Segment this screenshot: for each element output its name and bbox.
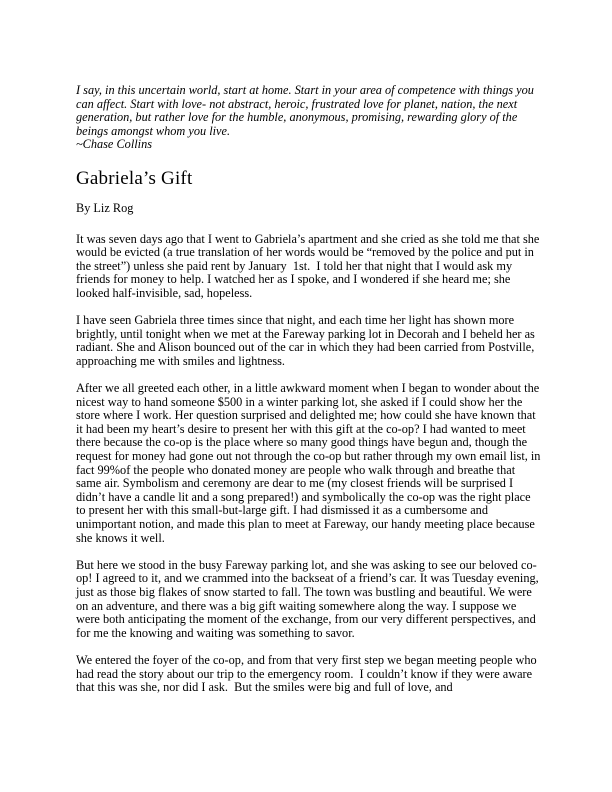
- page-content: [76, 84, 542, 695]
- paragraph-4: But here we stood in the busy Fareway parking lot, and she was asking to see our beloved co-op! I agreed to it, and we crammed into the backseat of a friend’s car. It was Tuesday evening, just as those big flakes of snow started to fall. The town was bustling and beautiful. We were on an adventure, and there was a big gift waiting somewhere along the way. I suppose we were both anticipating the moment of the exchange, from our very different perspectives, and for me the knowing and waiting was something to savor.: [76, 557, 542, 640]
- paragraph-3: After we all greeted each other, in a little awkward moment when I began to wonder about the nicest way to hand someone $500 in a winter parking lot, she asked if I could show her the store where I work. Her question surprised and delighted me; how could she have known that it had been my heart’s desire to present her with this gift at the co-op? I had wanted to meet there because the co-op is the place where so many good things have begun and, though the request for money had gone out not through the co-op but rather through my own email list, in fact 99%of the people who donated money are people who walk through and breathe that same air. Symbolism and ceremony are dear to me (my closest friends will be surprised I didn’t have a candle lit and a song prepared!) and symbolically the co-op was the right place to present her with this small-but-large gift. I had dismissed it as a cumbersome and unimportant notion, and made this plan to meet at Fareway, our handy meeting place because she knows it well.: [76, 381, 544, 545]
- article-body: [76, 233, 542, 695]
- paragraph-2: I have seen Gabriela three times since that night, and each time her light has shown more brightly, until tonight when we met at the Fareway parking lot in Decorah and I beheld her as radiant. She and Alison bounced out of the car in which they had been carried from Postville, approaching me with smiles and lightness.: [76, 313, 538, 368]
- article-title: Gabriela’s Gift: [76, 167, 193, 189]
- epigraph-attribution: ~Chase Collins: [76, 137, 153, 152]
- article-byline: By Liz Rog: [76, 200, 134, 215]
- paragraph-5: We entered the foyer of the co-op, and from that very first step we began meeting people who had read the story about our trip to the emergency room. I couldn’t know if they were aware that this was she, nor did I ask. But the smiles were big and full of love, and: [76, 652, 540, 695]
- epigraph-quote: I say, in this uncertain world, start at home. Start in your area of competence with things you can affect. Start with love- not abstract, heroic, frustrated love for planet, nation, the next generation, but rather love for the humble, anonymous, promising, rewarding glory of the beings amongst whom you live.: [76, 83, 537, 138]
- paragraph-1: It was seven days ago that I went to Gabriela’s apartment and she cried as she told me that she would be evicted (a true translation of her words would be “removed by the police and put in the street”) unless she paid rent by January 1st. I told her that night that I would ask my friends for money to help. I watched her as I spoke, and I wondered if she heard me; she looked half-invisible, sad, hopeless.: [76, 231, 543, 300]
